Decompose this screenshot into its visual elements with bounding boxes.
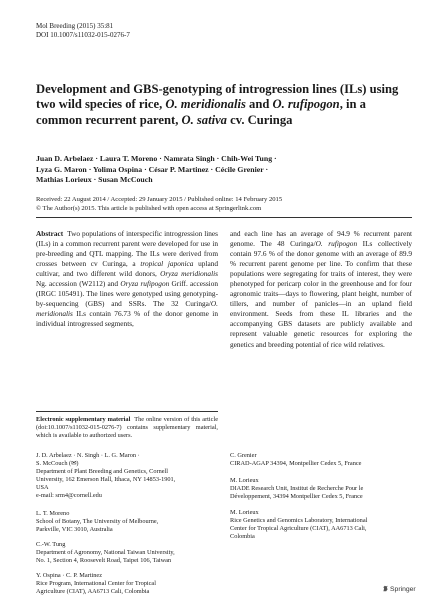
affiliation-names: Y. Ospina · C. P. Martinez <box>36 572 102 579</box>
received-accepted-dates: Received: 22 August 2014 / Accepted: 29 January 2015 / Published online: 14 February 2015 <box>36 196 283 203</box>
esm-label: Electronic supplementary material <box>36 416 131 423</box>
title-species: O. rufipogon <box>272 97 340 112</box>
affiliation-names: J. D. Arbelaez · N. Singh · L. G. Maron · <box>36 452 140 459</box>
header-divider <box>36 217 412 218</box>
affiliation-block <box>230 509 414 541</box>
publisher-name: Springer <box>390 586 416 593</box>
affiliation-line: Rice Program, International Center for Tropical <box>36 580 156 588</box>
affiliation-block <box>230 452 414 468</box>
abstract-text: Ng. accession (W2112) and <box>36 279 121 289</box>
abstract-text: Two populations of interspecific introgression lines (ILs) in a common recurrent parent were developed for use in pre-breeding and QTL mapping. The ILs were derived from crosses between cv Curinga, a <box>36 229 219 269</box>
affiliation-names: M. Lorieux <box>230 477 259 484</box>
title-text: and <box>245 97 273 112</box>
affiliation-line: USA <box>36 484 49 492</box>
affiliation-line: School of Botany, The University of Melbourne, <box>36 518 159 526</box>
abstract-italic: Oryza rufipogon <box>120 279 170 289</box>
journal-doi: DOI 10.1007/s11032-015-0276-7 <box>36 31 130 39</box>
title-text: , in a common recurrent parent, <box>36 97 366 127</box>
affiliation-line: DIADE Research Unit, Institut de Recherche Pour le <box>230 485 364 493</box>
affiliation-block <box>36 452 220 500</box>
title-species: O. meridionalis <box>165 97 246 112</box>
abstract-italic: O. rufipogon <box>315 239 358 249</box>
affiliation-names: C. Grenier <box>230 452 257 459</box>
affiliation-line: Center for Tropical Agriculture (CIAT), AA6713 Cali, <box>230 525 367 533</box>
abstract-text: ILs collectively contain 97.6 % of the donor genome with an average of 89.9 % recurrent parent genome per line. To confirm that these populations were segregating for traits of interest, they were phenotyped for pericarp color in the greenhouse and for four agronomic traits—days to flowering, plant height, number of tillers, and number of panicles—in an upland field environment. Seeds from these IL libraries and the accompanying GBS datasets are publicly available and represent valuable genetic resources for exploring the genetics and breeding potential of rice wild relatives. <box>230 239 412 349</box>
affiliation-line: No. 1, Section 4, Roosevelt Road, Taipei 106, Taiwan <box>36 557 172 565</box>
affiliation-line: Department of Agronomy, National Taiwan University, <box>36 549 175 557</box>
author-line: Lyza G. Maron · Yolima Ospina · César P. Martinez · Cécile Grenier · <box>36 164 269 174</box>
author-list <box>36 154 366 186</box>
abstract-text: ILs contain 76.73 % of the donor genome in individual introgressed segments, <box>36 309 218 329</box>
affiliation-line: University, 162 Emerson Hall, Ithaca, NY 14853-1901, <box>36 476 176 484</box>
abstract-left-column <box>36 229 218 329</box>
abstract-paragraph <box>230 229 412 350</box>
journal-header <box>36 22 130 40</box>
copyright-notice: © The Author(s) 2015. This article is published with open access at Springerlink.com <box>36 204 262 212</box>
affiliation-names: L. T. Moreno <box>36 510 70 517</box>
article-title <box>36 82 406 128</box>
title-text: cv. Curinga <box>226 112 293 127</box>
affiliation-names: M. Lorieux <box>230 509 259 516</box>
affiliation-line: Agriculture (CIAT), AA6713 Cali, Colombia <box>36 588 150 596</box>
affiliation-line: Rice Genetics and Genomics Laboratory, International <box>230 517 368 525</box>
publisher-logo <box>382 585 416 593</box>
author-line: Juan D. Arbelaez · Laura T. Moreno · Namrata Singh · Chih-Wei Tung · <box>36 154 277 163</box>
publication-dates <box>36 196 282 213</box>
esm-text: The online version of this article (doi:10.1007/s11032-015-0276-7) contains supplementary material, which is available to authorized users. <box>36 416 219 439</box>
springer-horse-icon <box>382 585 389 592</box>
abstract-paragraph <box>36 229 218 329</box>
abstract-text: and each line has an average of 94.9 % recurrent parent genome. The 48 Curinga/ <box>230 229 412 249</box>
affiliation-line: Développement, 34394 Montpellier Cedex 5, France <box>230 493 363 501</box>
abstract-right-column <box>230 229 412 350</box>
abstract-italic: tropical japonica <box>140 259 194 269</box>
abstract-label: Abstract <box>36 229 64 238</box>
abstract-text: upland cultivar, and two different wild donors, <box>36 259 218 279</box>
affiliation-names: S. McCouch (✉) <box>36 460 79 468</box>
affiliation-line: Colombia <box>230 533 255 541</box>
title-species: O. sativa <box>181 112 227 127</box>
affiliation-line: CIRAD-AGAP 34394, Montpellier Cedex 5, France <box>230 460 362 468</box>
affiliation-line: Parkville, VIC 3010, Australia <box>36 526 113 534</box>
abstract-italic: O. meridionalis <box>36 299 218 319</box>
abstract-text: Griff. accession (IRGC 105491). The lines were genotyped using genotyping-by-sequencing (GBS) and SSRs. The 32 Curinga/ <box>36 279 219 309</box>
affiliation-block <box>230 477 414 501</box>
supplementary-material-note <box>36 411 218 440</box>
affiliation-line: Department of Plant Breeding and Genetics, Cornell <box>36 468 169 476</box>
journal-citation: Mol Breeding (2015) 35:81 <box>36 22 114 30</box>
affiliation-names: C.-W. Tung <box>36 541 66 548</box>
affiliation-block <box>36 572 220 596</box>
author-line: Mathias Lorieux · Susan McCouch <box>36 175 153 184</box>
abstract-italic: Oryza meridionalis <box>160 269 218 279</box>
affiliation-email[interactable]: e-mail: srm4@cornell.edu <box>36 492 102 500</box>
affiliation-block <box>36 541 220 565</box>
title-text: Development and GBS-genotyping of introgression lines (ILs) using two wild species of rice, <box>36 82 399 112</box>
affiliation-block <box>36 510 220 534</box>
